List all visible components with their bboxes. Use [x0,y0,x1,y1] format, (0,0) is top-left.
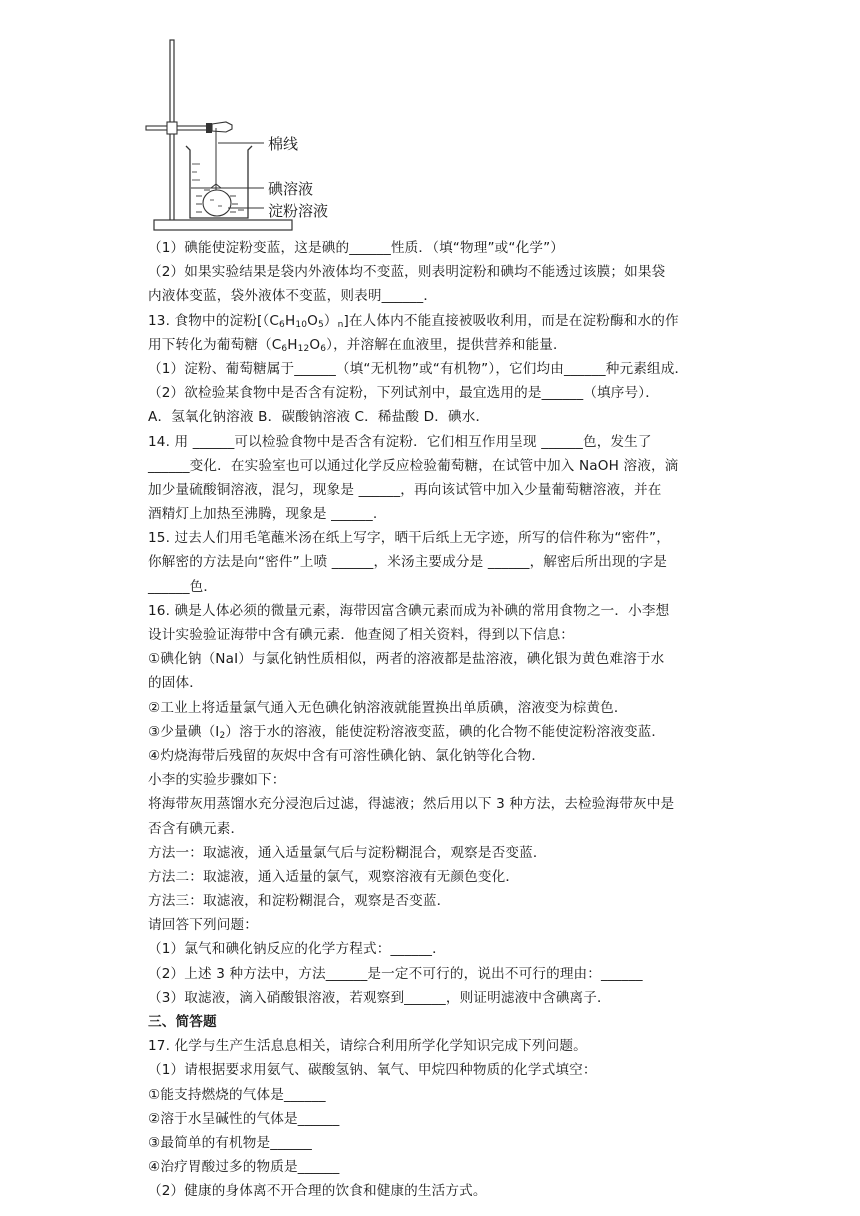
q16-info4: ④灼烧海带后残留的灰烬中含有可溶性碘化钠、氯化钠等化合物． [148,747,546,764]
q12-part1: （1）碘能使淀粉变蓝，这是碘的______性质．（填“物理”或“化学”） [148,240,565,256]
q13-stem-line2: 用下转化为葡萄糖$(C_6H_{12}O_6)$，并溶解在血液里，提供营养和能量． [148,336,567,354]
q16-method1: 方法一：取滤液，通入适量氯气后与淀粉糊混合，观察是否变蓝． [148,844,547,861]
q16-method3: 方法三：取滤液，和淀粉糊混合，观察是否变蓝． [148,893,451,910]
q14-line1: 14. 用 ______可以检验食物中是否含有淀粉．它们相互作用呈现 ______色，发生了 [148,433,652,450]
question-text [148,236,708,1204]
q15-line3: ______色． [148,578,218,595]
q17-stem: 17. 化学与生产生活息息相关，请综合利用所学化学知识完成下列问题。 [148,1038,587,1055]
label-cotton-thread: 棉线 [268,135,299,153]
section-title: 三、简答题 [148,1014,217,1030]
q16-line1: 16. 碘是人体必须的微量元素，海带因富含碘元素而成为补碘的常用食物之一．小李想 [148,602,670,619]
stand-base [154,220,292,230]
q16-info1-line1: ①碘化钠（NaI）与氯化钠性质相似，两者的溶液都是盐溶液，碘化银为黄色难溶于水 [148,651,665,668]
q15-line2: 你解密的方法是向“密件”上喷 ______，米汤主要成分是 ______，解密后所出现的字是 [148,554,667,571]
q17-part2: （2）健康的身体离不开合理的饮食和健康的生活方式。 [148,1183,487,1200]
q17-item2: ②溶于水呈碱性的气体是______ [148,1110,340,1127]
clamp-jaw [212,122,232,132]
q16-part3: （3）取滤液，滴入硝酸银溶液，若观察到______，则证明滤液中含碘离子． [148,989,611,1006]
q17-item4: ④治疗胃酸过多的物质是______ [148,1159,340,1176]
q12-part2-line2: 内液体变蓝，袋外液体不变蓝，则表明______． [148,288,438,305]
q14-line4: 酒精灯上加热至沸腾，现象是 ______. [148,506,378,523]
q16-steps-heading: 小李的实验步骤如下： [148,772,286,789]
q16-info2: ②工业上将适量氯气通入无色碘化钠溶液就能置换出单质碘，溶液变为棕黄色． [148,699,628,716]
q12-part2-line1: （2）如果实验结果是袋内外液体均不变蓝，则表明淀粉和碘均不能透过该膜；如果袋 [148,264,666,281]
q16-info3: ③少量碘$(I_2)$溶于水的溶液，能使淀粉溶液变蓝，碘的化合物不能使淀粉溶液变蓝． [148,723,666,741]
q16-part1: （1）氯气和碘化钠反应的化学方程式：______． [148,941,446,958]
q13-options: A．氢氧化钠溶液 B．碳酸钠溶液 C．稀盐酸 D．碘水． [148,409,490,426]
q13-stem-line1: 13. 食物中的淀粉$[(C_6H_{10}O_5)_n]$在人体内不能直接被吸收利用，而是在淀粉酶和水的作 [148,312,679,330]
q16-method2: 方法二：取滤液，通入适量的氯气，观察溶液有无颜色变化． [148,868,520,885]
q16-steps-line2: 否含有碘元素． [148,820,245,837]
q17-item3: ③最简单的有机物是______ [148,1134,312,1151]
q14-line2: ______变化．在实验室也可以通过化学反应检验葡萄糖，在试管中加入 NaOH 溶液，滴 [148,457,679,474]
q13-part1: （1）淀粉、葡萄糖属于______（填“无机物”或“有机物”），它们均由______种元素组成． [148,360,689,377]
q16-questions-heading: 请回答下列问题： [148,917,258,934]
q16-line2: 设计实验验证海带中含有碘元素．他查阅了相关资料，得到以下信息： [148,627,575,643]
label-iodine-solution: 碘溶液 [268,180,314,198]
iron-stand-beaker-diagram [140,38,370,234]
q16-part2: （2）上述 3 种方法中，方法______是一定不可行的，说出不可行的理由：______ [148,965,643,982]
clamp-screw [206,123,212,133]
q15-line1: 15. 过去人们用毛笔蘸米汤在纸上写字，晒干后纸上无字迹，所写的信件称为“密件”， [148,530,670,547]
clamp-boss [167,122,177,134]
q14-line3: 加少量硫酸铜溶液，混匀，现象是 ______，再向该试管中加入少量葡萄糖溶液，并在 [148,481,662,498]
membrane-bag [203,190,231,216]
label-starch-solution: 淀粉溶液 [268,202,329,220]
experiment-figure [140,38,370,234]
q16-info1-line2: 的固体． [148,675,203,692]
q13-part2: （2）欲检验某食物中是否含有淀粉，下列试剂中，最宜选用的是______（填序号）． [148,385,659,402]
q16-steps-line1: 将海带灰用蒸馏水充分浸泡后过滤，得滤液；然后用以下 3 种方法，去检验海带灰中是 [148,796,675,813]
q17-item1: ①能支持燃烧的气体是______ [148,1086,326,1103]
q17-part1: （1）请根据要求用氨气、碳酸氢钠、氧气、甲烷四种物质的化学式填空： [148,1062,597,1079]
